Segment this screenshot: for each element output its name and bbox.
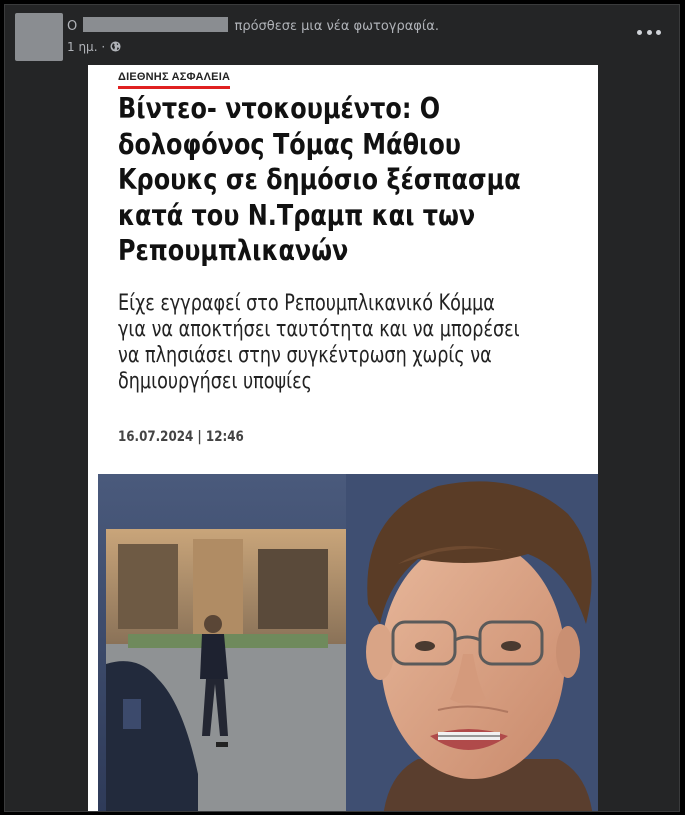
- headline-line: δολοφόνος Τόμας Μάθιου: [118, 127, 461, 161]
- dateline-separator: |: [197, 429, 202, 445]
- post-meta: [67, 40, 121, 54]
- article-subtitle: [118, 291, 598, 395]
- more-horizontal-icon: [637, 30, 642, 35]
- article-date: 16.07.2024: [118, 429, 194, 445]
- subtitle-line: για να αποκτήσει ταυτότητα και να μπορέσει: [118, 317, 520, 342]
- subtitle-line: να πλησιάσει στην συγκέντρωση χωρίς να: [118, 343, 492, 368]
- more-options-button[interactable]: [637, 25, 661, 39]
- post-photo[interactable]: [88, 65, 598, 812]
- headline-line: Βίντεο- ντοκουμέντο: Ο: [118, 92, 441, 125]
- post-author-line: [67, 17, 439, 34]
- post-header: [5, 5, 679, 65]
- post-action-text: πρόσθεσε μια νέα φωτογραφία.: [234, 19, 439, 34]
- post-card: [4, 4, 680, 812]
- headline-line: Κρουκς σε δημόσιο ξέσπασμα: [118, 163, 521, 196]
- article-image: [98, 474, 598, 812]
- article-photo-illustration: [98, 474, 598, 812]
- author-prefix: Ο: [67, 19, 78, 34]
- subtitle-line: δημιουργήσει υποψίες: [118, 369, 312, 394]
- article-time: 12:46: [205, 429, 244, 445]
- headline-line: Ρεπουμπλικανών: [118, 234, 349, 267]
- article-category: ΔΙΕΘΝΗΣ ΑΣΦΑΛΕΙΑ: [118, 71, 230, 89]
- headline-line: κατά του Ν.Τραμπ και των: [118, 198, 476, 232]
- subtitle-line: Είχε εγγραφεί στο Ρεπουμπλικανικό Κόμμα: [118, 291, 495, 316]
- article-dateline: [118, 429, 244, 445]
- article-headline: [118, 91, 588, 269]
- post-timestamp[interactable]: 1 ημ. ·: [67, 40, 109, 54]
- globe-icon[interactable]: [110, 41, 121, 52]
- author-name-redacted[interactable]: [83, 17, 228, 32]
- avatar[interactable]: [15, 13, 63, 61]
